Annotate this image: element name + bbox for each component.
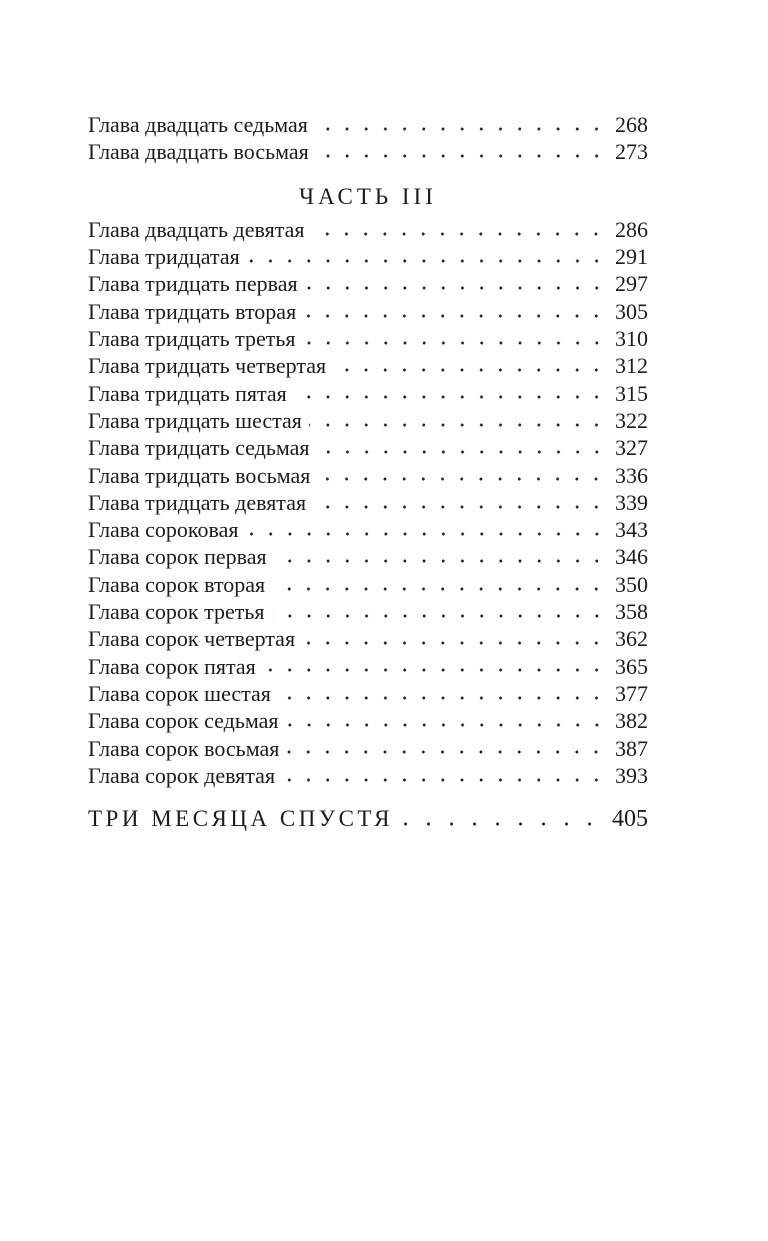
toc-entry-final	[88, 805, 648, 833]
page-number: 291	[615, 244, 648, 270]
toc-entry	[88, 735, 648, 762]
chapter-title: Глава сорок девятая	[88, 762, 276, 788]
dot-leader	[294, 380, 608, 407]
chapter-title: Глава двадцать девятая	[88, 216, 305, 242]
chapter-title: Глава сорок вторая	[88, 571, 266, 597]
dot-leader	[272, 571, 608, 598]
page-number: 358	[615, 599, 648, 625]
dot-leader	[317, 462, 608, 489]
page-number: 405	[612, 806, 648, 833]
chapter-title: Глава сороковая	[88, 517, 239, 543]
chapter-title: Глава тридцатая	[88, 244, 240, 270]
page-number: 305	[615, 298, 648, 324]
dot-leader	[317, 434, 608, 461]
chapter-title: Глава тридцать вторая	[88, 298, 297, 324]
section-heading: ЧАСТЬ III	[299, 183, 437, 209]
toc-entry	[88, 138, 648, 165]
page-number: 315	[615, 380, 648, 406]
chapter-title: Глава сорок четвертая	[88, 626, 296, 652]
toc-entry	[88, 380, 648, 407]
chapter-title: Глава сорок шестая	[88, 680, 271, 706]
dot-leader	[316, 138, 608, 165]
dot-leader	[274, 543, 608, 570]
toc-entry	[88, 625, 648, 652]
dot-leader	[333, 352, 608, 379]
toc-entry	[88, 462, 648, 489]
toc-entry	[88, 298, 648, 325]
dot-leader	[263, 653, 608, 680]
dot-leader	[278, 680, 608, 707]
dot-leader	[315, 111, 608, 138]
toc-list-part2-tail	[88, 111, 648, 166]
chapter-title: Глава сорок седьмая	[88, 708, 279, 734]
page-number: 297	[615, 271, 648, 297]
chapter-title: Глава сорок первая	[88, 544, 267, 570]
dot-leader	[313, 489, 608, 516]
page-number: 387	[615, 735, 648, 761]
toc-entry	[88, 762, 648, 789]
toc-entry	[88, 216, 648, 243]
dot-leader	[309, 407, 608, 434]
page-number: 268	[615, 112, 648, 137]
chapter-title: Глава сорок третья	[88, 599, 265, 625]
dot-leader	[303, 325, 608, 352]
toc-entry	[88, 598, 648, 625]
toc-entry	[88, 489, 648, 516]
page-number: 339	[615, 489, 648, 515]
toc-entry	[88, 516, 648, 543]
toc-entry	[88, 653, 648, 680]
toc-entry	[88, 243, 648, 270]
dot-leader	[305, 270, 608, 297]
toc-entry	[88, 407, 648, 434]
page-number: 312	[615, 353, 648, 379]
dot-leader	[246, 516, 609, 543]
dot-leader	[247, 243, 608, 270]
chapter-title: Глава тридцать восьмая	[88, 462, 311, 488]
page-number: 346	[615, 544, 648, 570]
chapter-title: Глава тридцать девятая	[88, 489, 307, 515]
final-section-title: ТРИ МЕСЯЦА СПУСТЯ	[88, 806, 393, 832]
toc-entry	[88, 111, 648, 138]
chapter-title: Глава тридцать седьмая	[88, 435, 310, 461]
page-number: 382	[615, 708, 648, 734]
dot-leader	[302, 625, 608, 652]
chapter-title: Глава сорок пятая	[88, 653, 256, 679]
toc-entry	[88, 680, 648, 707]
page-number: 343	[615, 517, 648, 543]
toc-entry	[88, 325, 648, 352]
dot-leader	[286, 735, 608, 762]
chapter-title: Глава сорок восьмая	[88, 735, 280, 761]
dot-leader	[286, 707, 608, 734]
page-number: 365	[615, 653, 648, 679]
page-number: 377	[615, 680, 648, 706]
page-number: 362	[615, 626, 648, 652]
toc-list-part3	[88, 216, 648, 789]
toc-entry	[88, 270, 648, 297]
page-number: 350	[615, 571, 648, 597]
chapter-title: Глава тридцать шестая	[88, 407, 302, 433]
page-number: 393	[615, 762, 648, 788]
dot-leader	[272, 598, 608, 625]
toc-entry	[88, 434, 648, 461]
table-of-contents	[88, 111, 648, 833]
toc-entry	[88, 352, 648, 379]
page-number: 310	[615, 326, 648, 352]
page-number: 322	[615, 407, 648, 433]
chapter-title: Глава тридцать третья	[88, 326, 296, 352]
chapter-title: Глава тридцать первая	[88, 271, 298, 297]
page-number: 273	[615, 139, 648, 165]
dot-leader	[400, 805, 605, 833]
page-number: 327	[615, 435, 648, 461]
chapter-title: Глава двадцать седьмая	[88, 112, 308, 137]
dot-leader	[311, 216, 608, 243]
chapter-title: Глава тридцать четвертая	[88, 353, 327, 379]
chapter-title: Глава двадцать восьмая	[88, 139, 309, 165]
page-number: 336	[615, 462, 648, 488]
toc-entry	[88, 543, 648, 570]
toc-entry	[88, 707, 648, 734]
toc-entry	[88, 571, 648, 598]
chapter-title: Глава тридцать пятая	[88, 380, 287, 406]
page-number: 286	[615, 216, 648, 242]
dot-leader	[303, 298, 608, 325]
dot-leader	[282, 762, 608, 789]
